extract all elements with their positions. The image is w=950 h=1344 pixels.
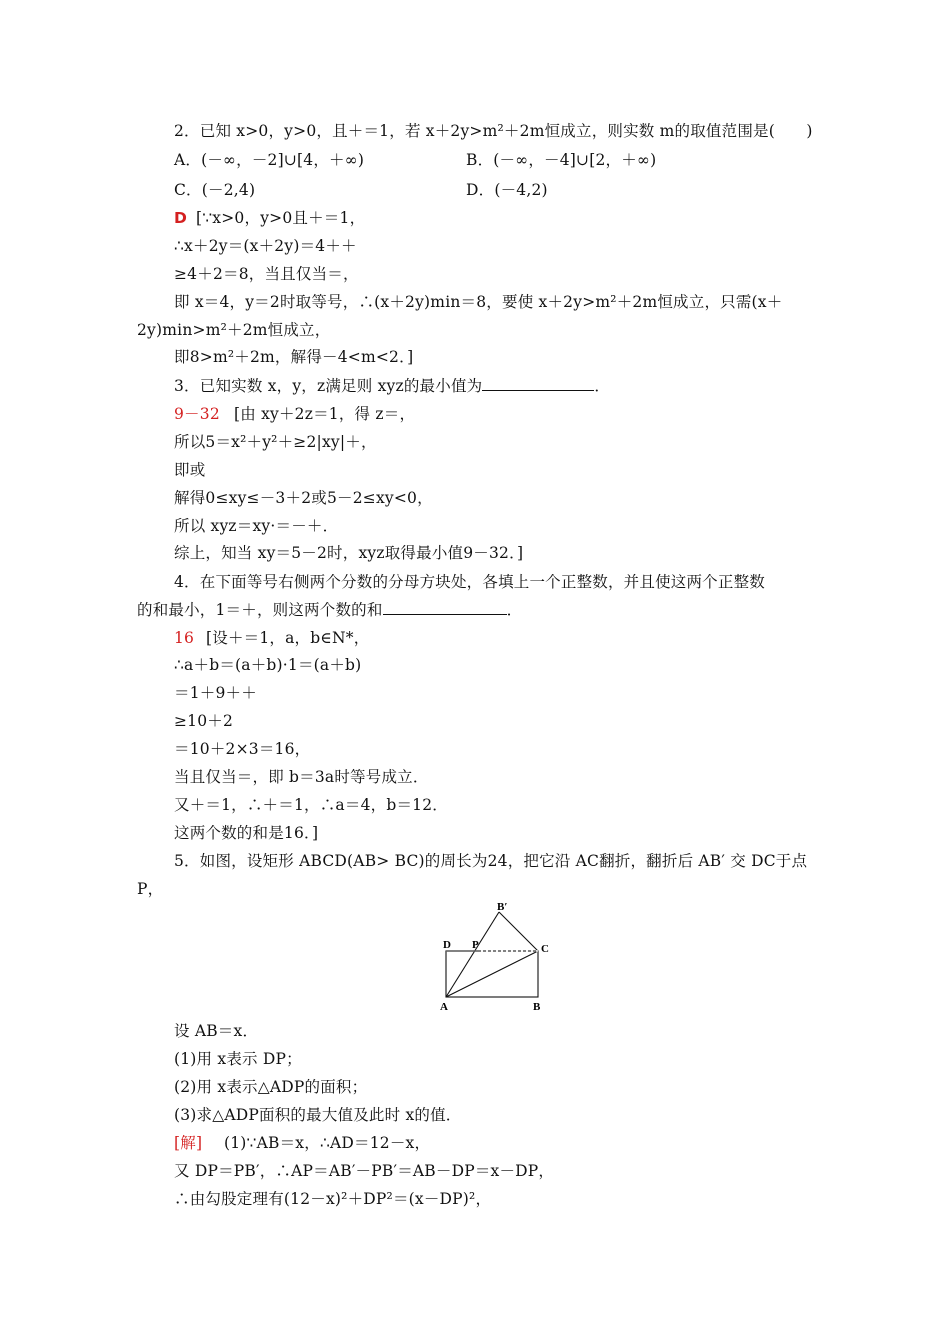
q3-solution-line-2: 所以5＝x²＋y²＋≥2|xy|＋， bbox=[174, 433, 377, 451]
segment-b-prime-c bbox=[499, 912, 538, 951]
q5-solution-tag: [解] bbox=[174, 1134, 203, 1152]
q4-answer: 16 bbox=[174, 629, 195, 647]
q3-stem: 3．已知实数 x，y，z满足则 xyz的最小值为 bbox=[174, 377, 483, 395]
q3-stem-end: ． bbox=[594, 377, 611, 395]
q3-solution-line-6: 综上，知当 xy＝5－2时，xyz取得最小值9－32．] bbox=[174, 544, 524, 562]
q4-stem-end: ． bbox=[506, 601, 523, 619]
q4-solution-line-2: ∴a＋b＝(a＋b)·1＝(a＋b) bbox=[174, 656, 362, 674]
q4-solution-line-7: 又＋＝1，∴＋＝1，∴a＝4，b＝12． bbox=[174, 796, 448, 814]
label-d: D bbox=[443, 939, 451, 951]
q2-option-a: A．(－∞，－2]∪[4，＋∞) bbox=[174, 151, 365, 169]
q5-part-2: (2)用 x表示△ADP的面积； bbox=[174, 1078, 368, 1096]
q5-part-3: (3)求△ADP面积的最大值及此时 x的值． bbox=[174, 1106, 462, 1124]
q4-stem-line-1: 4．在下面等号右侧两个分数的分母方块处，各填上一个正整数，并且使这两个正整数 bbox=[174, 573, 765, 591]
q4-stem-row-2 bbox=[137, 600, 522, 620]
q2-solution-line-2: ∴x＋2y＝(x＋2y)＝4＋＋ bbox=[174, 237, 357, 255]
q4-solution-line-3: ＝1＋9＋＋ bbox=[174, 684, 257, 702]
q2-solution-line-1: [∵x>0，y>0且＋＝1， bbox=[196, 209, 366, 227]
q3-stem-row bbox=[174, 376, 610, 396]
q3-solution-line-4: 解得0≤xy≤－3＋2或5－2≤xy<0， bbox=[174, 489, 433, 507]
q2-answer: D bbox=[174, 209, 188, 227]
label-b-prime: B′ bbox=[497, 901, 508, 913]
rectangle-fold-figure bbox=[430, 900, 560, 1020]
q4-stem-line-2: 的和最小，1＝＋，则这两个数的和 bbox=[137, 601, 383, 619]
q5-part-1: (1)用 x表示 DP； bbox=[174, 1050, 302, 1068]
q3-solution-line-5: 所以 xyz＝xy·＝－＋． bbox=[174, 517, 339, 535]
q2-option-d: D．(－4,2) bbox=[466, 181, 548, 199]
q2-solution-line-4: 即 x＝4，y＝2时取等号，∴(x＋2y)min＝8，要使 x＋2y>m²＋2m恒成立，只需(x＋ bbox=[174, 293, 783, 311]
q3-solution-line-1: [由 xy＋2z＝1，得 z＝， bbox=[234, 405, 416, 423]
q5-stem-line-1: 5．如图，设矩形 ABCD(AB> BC)的周长为24，把它沿 AC翻折，翻折后 AB′ 交 DC于点 bbox=[174, 852, 808, 870]
q2-option-c: C．(－2,4) bbox=[174, 181, 256, 199]
label-b: B bbox=[533, 1001, 541, 1013]
q4-solution-line-1: [设＋＝1，a，b∈N*， bbox=[206, 629, 370, 647]
q5-stem-line-2: P， bbox=[137, 880, 164, 898]
q4-solution-line-8: 这两个数的和是16．] bbox=[174, 824, 319, 842]
q2-stem: 2．已知 x>0，y>0，且＋＝1，若 x＋2y>m²＋2m恒成立，则实数 m的取值范围是( ) bbox=[174, 122, 813, 140]
q4-solution-line-6: 当且仅当＝，即 b＝3a时等号成立． bbox=[174, 768, 429, 786]
q4-solution-line-4: ≥10＋2 bbox=[174, 712, 234, 730]
q5-set-ab: 设 AB＝x． bbox=[174, 1022, 259, 1040]
label-p: P bbox=[472, 939, 479, 951]
q4-solution-line-5: ＝10＋2×3＝16， bbox=[174, 740, 311, 758]
label-a: A bbox=[440, 1001, 448, 1013]
q2-option-b: B．(－∞，－4]∪[2，＋∞) bbox=[466, 151, 657, 169]
q5-solution-line-1: (1)∵AB＝x，∴AD＝12－x， bbox=[224, 1134, 431, 1152]
q5-solution-line-2: 又 DP＝PB′，∴AP＝AB′－PB′＝AB－DP＝x－DP， bbox=[174, 1162, 555, 1180]
q3-solution-line-3: 即或 bbox=[174, 461, 206, 479]
q5-solution-line-3: ∴由勾股定理有(12－x)²＋DP²＝(x－DP)²， bbox=[174, 1190, 492, 1208]
q4-answer-blank bbox=[383, 600, 507, 615]
q3-answer: 9－32 bbox=[174, 405, 220, 423]
label-c: C bbox=[541, 943, 549, 955]
q2-solution-line-6: 即8>m²＋2m，解得－4<m<2．] bbox=[174, 348, 414, 366]
q2-solution-line-3: ≥4＋2＝8，当且仅当＝， bbox=[174, 265, 359, 283]
q2-solution-line-5: 2y)min>m²＋2m恒成立， bbox=[137, 321, 331, 339]
q3-answer-blank bbox=[482, 376, 594, 391]
